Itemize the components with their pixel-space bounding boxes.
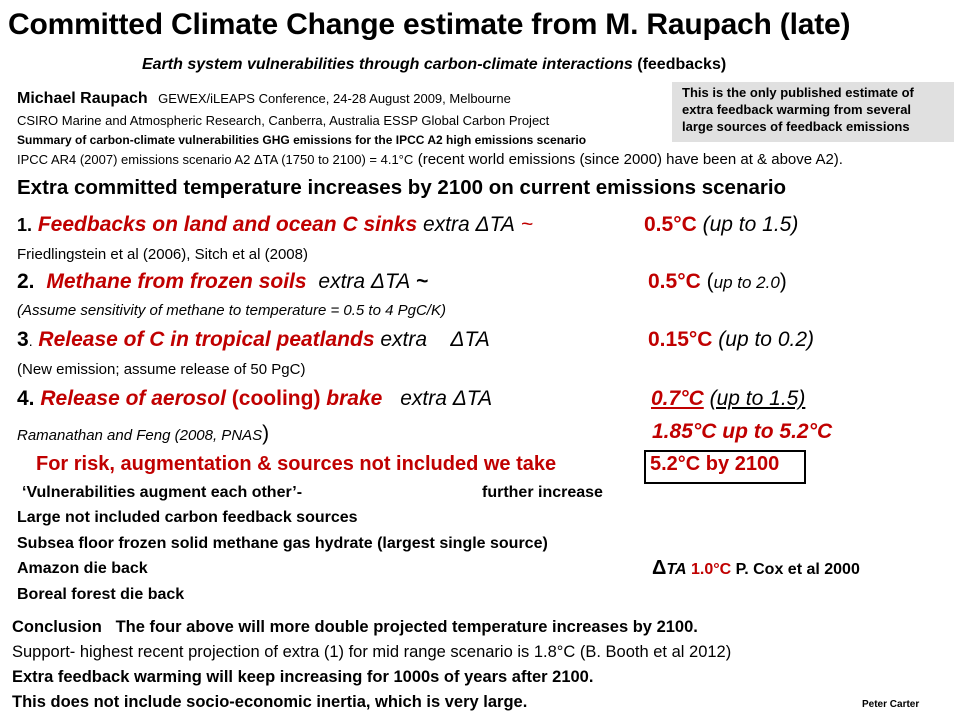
item-2-range-close: ) [779, 270, 787, 293]
item-4 [17, 387, 492, 411]
item-1-title: Feedbacks on land and ocean C sinks [37, 213, 418, 236]
item-4-title-a: Release of aerosol [40, 387, 226, 410]
risk-text: For risk, augmentation & sources not included we take [36, 453, 557, 475]
conclusion-line-2: Support- highest recent projection of extra (1) for mid range scenario is 1.8°C (B. Booth et al 2012) [12, 643, 732, 661]
amazon-ref: P. Cox et al 2000 [735, 561, 860, 578]
source-summary: Summary of carbon-climate vulnerabilities GHG emissions for the IPCC A2 high emissions scenario [17, 133, 587, 147]
item-2-sub: (Assume sensitivity of methane to temperature = 0.5 to 4 PgC/K) [17, 302, 446, 319]
source-author: Michael Raupach [17, 90, 148, 107]
item-3-result [648, 328, 814, 352]
total-range: 1.85°C up to 5.2°C [652, 420, 833, 443]
further-increase: further increase [482, 484, 603, 501]
subtitle-rest: (feedbacks) [637, 56, 727, 73]
source-line-1 [17, 90, 511, 108]
delta-symbol: Δ [652, 557, 667, 579]
item-1 [17, 213, 533, 237]
item-4-number: 4. [17, 387, 35, 410]
final-estimate: 5.2°C by 2100 [650, 453, 780, 475]
amazon-ta: TA [666, 561, 687, 578]
vulnerabilities-label: ‘Vulnerabilities augment each other’- [22, 484, 303, 501]
item-3-extra: extra ΔTA [380, 328, 490, 351]
item-2-tilde: ~ [416, 270, 429, 293]
conclusion-line-3: Extra feedback warming will keep increasing for 1000s of years after 2100. [12, 668, 594, 686]
item-4-sub-close: ) [262, 422, 270, 445]
item-2-title: Methane from frozen soils [46, 270, 307, 293]
item-1-range: (up to 1.5) [702, 213, 799, 236]
item-3 [17, 328, 490, 352]
item-2-result [648, 270, 787, 294]
item-1-extra: extra ΔTA [423, 213, 515, 236]
vulnerability-line-2: Subsea floor frozen solid methane gas hydrate (largest single source) [17, 535, 548, 552]
ipcc-large: (recent world emissions (since 2000) have been at & above A2). [417, 151, 843, 168]
ipcc-line [17, 151, 843, 169]
amazon-estimate [652, 557, 860, 580]
conclusion-line-4: This does not include socio-economic inertia, which is very large. [12, 693, 528, 711]
item-1-tilde: ~ [520, 213, 533, 236]
item-3-title: Release of C in tropical peatlands [38, 328, 375, 351]
item-2-value: 0.5°C [648, 270, 701, 293]
item-4-title-c: brake [326, 387, 383, 410]
item-2-extra: extra ΔTA [318, 270, 411, 293]
item-3-sub: (New emission; assume release of 50 PgC) [17, 361, 306, 378]
item-4-result [651, 387, 805, 411]
item-2-number: 2. [17, 270, 35, 293]
item-1-value: 0.5°C [644, 213, 697, 236]
item-2 [17, 270, 428, 294]
source-org: CSIRO Marine and Atmospheric Research, Canberra, Australia ESSP Global Carbon Project [17, 113, 550, 128]
item-4-range: (up to 1.5) [709, 387, 806, 410]
item-4-sub-text: Ramanathan and Feng (2008, PNAS [17, 427, 263, 444]
subtitle [142, 56, 726, 74]
item-1-result [644, 213, 798, 237]
credit: Peter Carter [862, 699, 920, 710]
vulnerability-line-3: Amazon die back [17, 560, 148, 577]
item-3-value: 0.15°C [648, 328, 713, 351]
item-4-sub [17, 422, 269, 446]
item-3-range: (up to 0.2) [718, 328, 815, 351]
amazon-value: 1.0°C [690, 561, 732, 578]
item-4-title-b: (cooling) [231, 387, 321, 410]
note-box: This is the only published estimate of extra feedback warming from several large sources of feedback emissions [672, 82, 954, 142]
page-title: Committed Climate Change estimate from M. Raupach (late) [8, 8, 851, 41]
item-4-value: 0.7°C [651, 387, 704, 410]
ipcc-small: IPCC AR4 (2007) emissions scenario A2 ΔTA (1750 to 2100) = 4.1°C [17, 152, 414, 167]
item-2-range-open: ( [706, 270, 714, 293]
item-1-number: 1. [17, 215, 33, 235]
source-conference: GEWEX/iLEAPS Conference, 24-28 August 2009, Melbourne [158, 91, 511, 106]
item-4-extra: extra ΔTA [400, 387, 493, 410]
item-3-number-dot: . [28, 333, 33, 349]
item-2-range: up to 2.0 [713, 273, 780, 292]
section-heading: Extra committed temperature increases by 2100 on current emissions scenario [17, 176, 787, 199]
vulnerability-line-4: Boreal forest die back [17, 586, 185, 603]
item-3-number: 3 [17, 328, 29, 351]
vulnerability-line-1: Large not included carbon feedback sources [17, 509, 358, 526]
item-1-sub: Friedlingstein et al (2006), Sitch et al (2008) [17, 246, 308, 263]
conclusion-line-1: Conclusion The four above will more double projected temperature increases by 2100. [12, 618, 698, 636]
subtitle-italic: Earth system vulnerabilities through carbon-climate interactions [142, 56, 633, 73]
